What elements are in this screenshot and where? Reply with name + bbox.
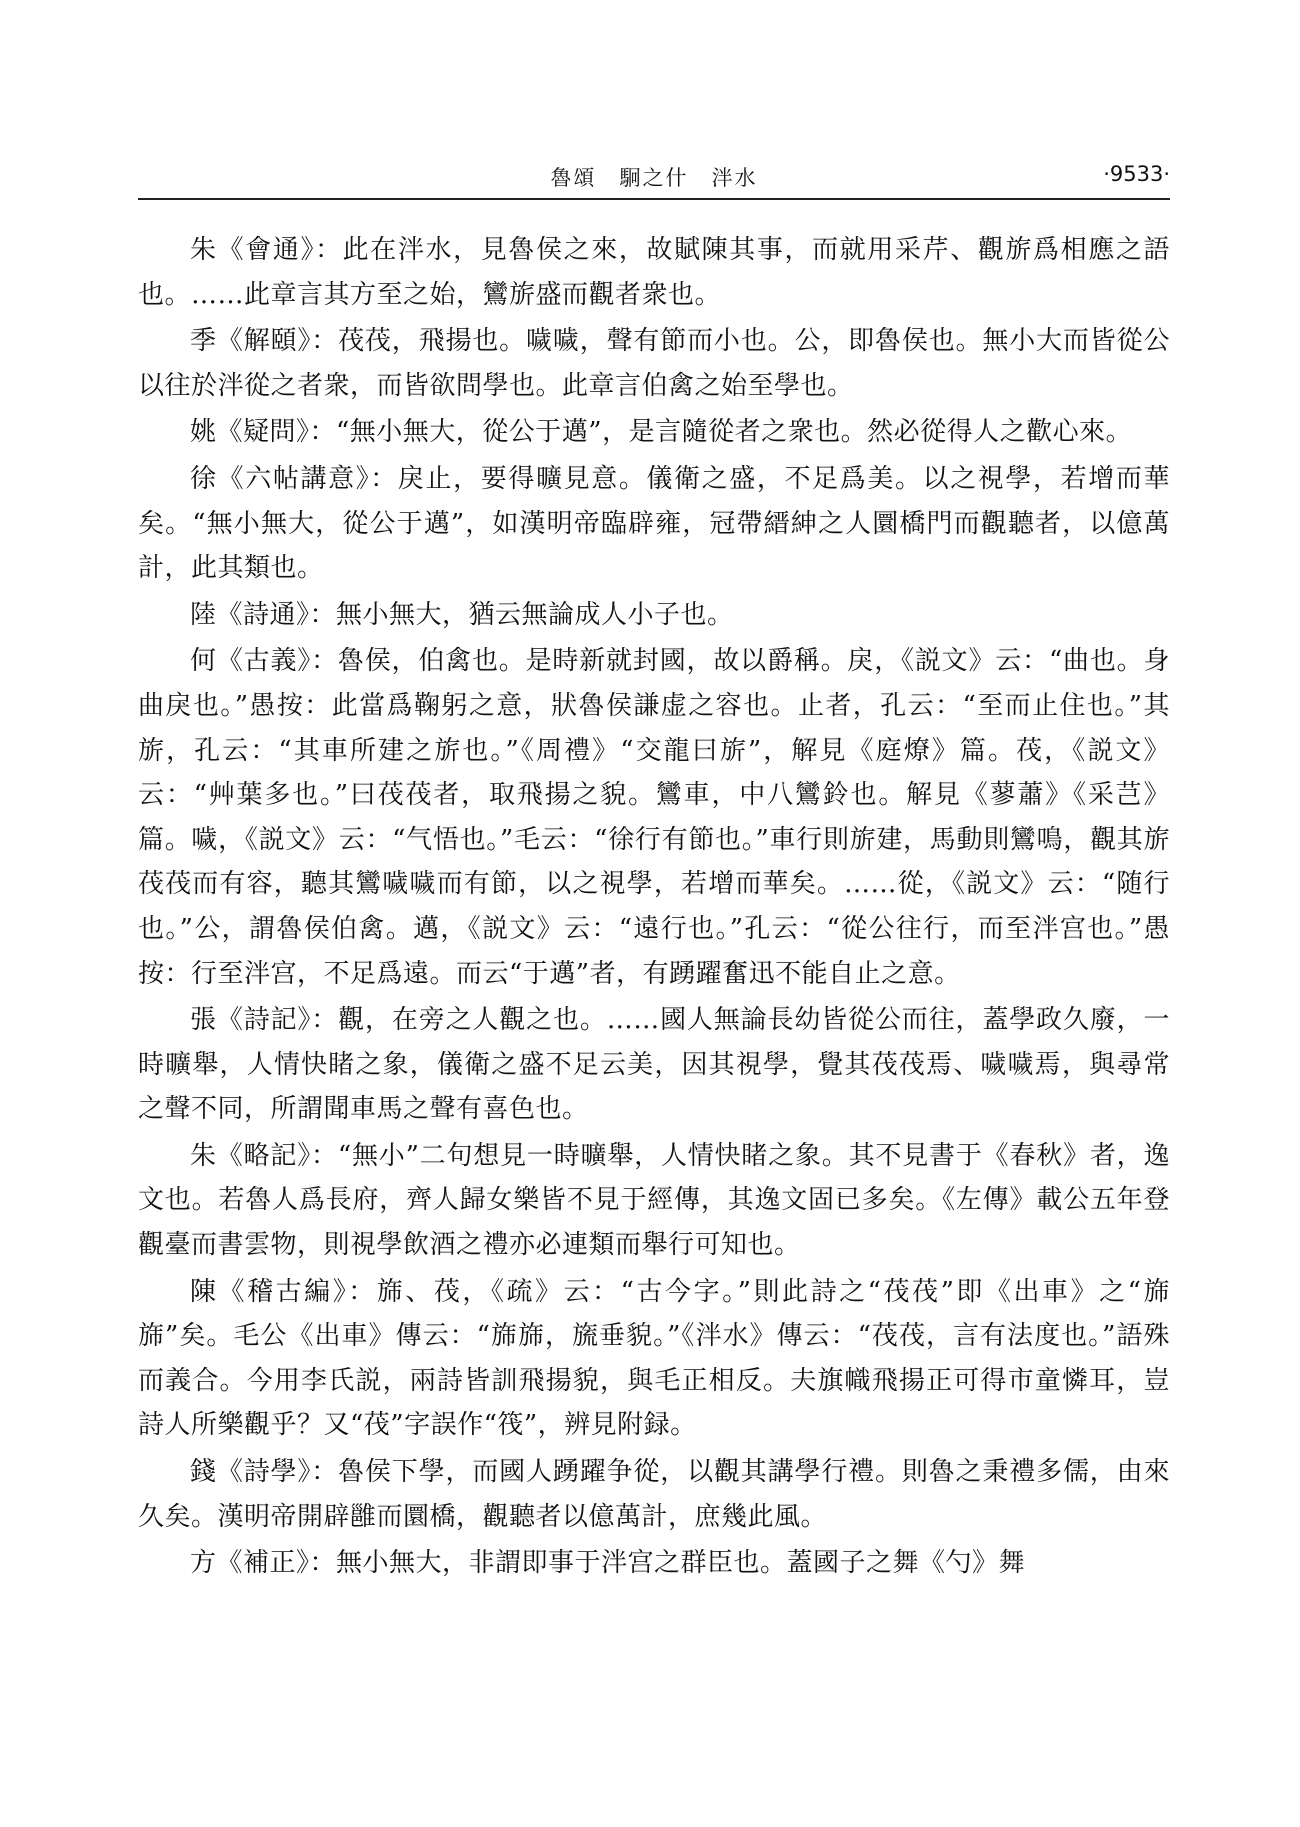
running-header-title: 魯頌 駉之什 泮水: [550, 166, 758, 190]
header-divider: [138, 198, 1170, 200]
commentary-paragraph: 陳《稽古編》：旆、茷，《疏》云：“古今字。”則此詩之“茷茷”即《出車》之“旆旆”矣。毛公《出車》傳云：“旆旆，旒垂貌。”《泮水》傳云：“茷茷，言有法度也。”語殊而義合。今用李氏説，兩詩皆訓飛揚貌，與毛正相反。夫旗幟飛揚正可得市童憐耳，豈詩人所樂觀乎？又“茷”字誤作“筏”，辨見附録。: [138, 1276, 1170, 1441]
commentary-paragraph: 朱《略記》：“無小”二句想見一時曠舉，人情快睹之象。其不見書于《春秋》者，逸文也。若魯人爲長府，齊人歸女樂皆不見于經傳，其逸文固已多矣。《左傳》載公五年登觀臺而書雲物，則視學飲酒之禮亦必連類而舉行可知也。: [138, 1140, 1170, 1261]
commentary-paragraph: 姚《疑問》：“無小無大，從公于邁”，是言隨從者之衆也。然必從得人之歡心來。: [190, 417, 1133, 448]
commentary-paragraph: 朱《會通》：此在泮水，見魯侯之來，故賦陳其事，而就用采芹、觀旂爲相應之語也。……此章言其方至之始，鸞旂盛而觀者衆也。: [138, 235, 1170, 310]
commentary-paragraph: 錢《詩學》：魯侯下學，而國人踴躍争從，以觀其講學行禮。則魯之秉禮多儒，由來久矣。漢明帝開辟雝而圜橋，觀聽者以億萬計，庶幾此風。: [138, 1457, 1170, 1532]
commentary-paragraph: 方《補正》：無小無大，非謂即事于泮宫之群臣也。蓋國子之舞《勺》舞: [190, 1548, 1026, 1579]
page-number: ·9533·: [1103, 162, 1170, 186]
page-header: [138, 160, 1170, 200]
commentary-paragraph: 何《古義》：魯侯，伯禽也。是時新就封國，故以爵稱。戾，《説文》云：“曲也。身曲戾也。”愚按：此當爲鞠躬之意，狀魯侯謙虚之容也。止者，孔云：“至而止住也。”其旂，孔云：“其車所建之旂也。”《周禮》“交龍曰旂”，解見《庭燎》篇。茷，《説文》云：“艸葉多也。”曰茷茷者，取飛揚之貌。鸞車，中八鸞鈴也。解見《蓼蕭》《采芑》篇。噦，《説文》云：“气悟也。”毛云：“徐行有節也。”車行則旂建，馬動則鸞鳴，觀其旂茷茷而有容，聽其鸞噦噦而有節，以之視學，若增而華矣。……從，《説文》云：“随行也。”公，謂魯侯伯禽。邁，《説文》云：“遠行也。”孔云：“從公往行，而至泮宫也。”愚按：行至泮宫，不足爲遠。而云“于邁”者，有踴躍奮迅不能自止之意。: [138, 646, 1170, 989]
commentary-paragraph: 徐《六帖講意》：戾止，要得曠見意。儀衛之盛，不足爲美。以之視學，若增而華矣。“無小無大，從公于邁”，如漢明帝臨辟雍，冠帶縉紳之人圜橋門而觀聽者，以億萬計，此其類也。: [138, 463, 1170, 584]
commentary-paragraph: 季《解頤》：茷茷，飛揚也。噦噦，聲有節而小也。公，即魯侯也。無小大而皆從公以往於泮從之者衆，而皆欲問學也。此章言伯禽之始至學也。: [138, 326, 1170, 401]
commentary-paragraph: 陸《詩通》：無小無大，猶云無論成人小子也。: [190, 599, 734, 630]
commentary-paragraph: 張《詩記》：觀，在旁之人觀之也。……國人無論長幼皆從公而往，蓋學政久廢，一時曠舉，人情快睹之象，儀衛之盛不足云美，因其視學，覺其茷茷焉、噦噦焉，與尋常之聲不同，所謂聞車馬之聲有喜色也。: [138, 1005, 1170, 1125]
body-text: [138, 228, 1170, 1588]
